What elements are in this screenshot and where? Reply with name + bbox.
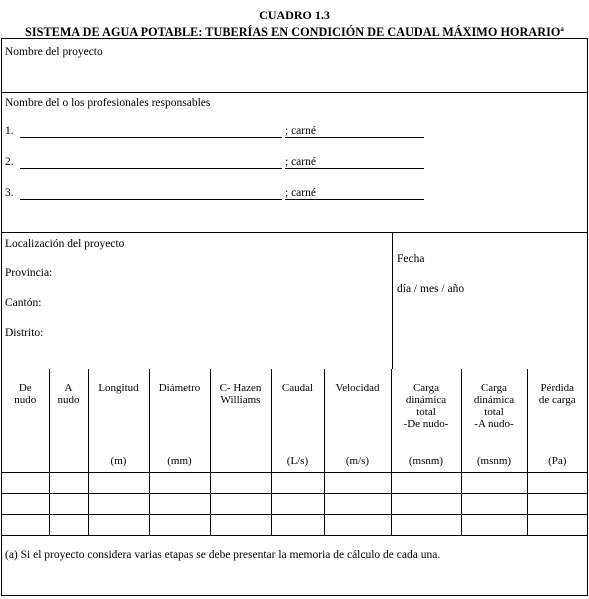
provincia-label: Provincia: [5,267,53,279]
table-cell[interactable] [2,494,49,515]
form-title [0,22,589,39]
footnote: (a) Si el proyecto considera varias etapas se debe presentar la memoria de cálculo de cada una. [5,549,441,561]
table-cell[interactable] [149,515,210,536]
table-cell[interactable] [324,473,391,494]
col-header-unit: (L/s) [286,455,309,467]
cuadro-number: CUADRO 1.3 [259,8,330,22]
col-header-unit: (m) [110,455,127,467]
table-header-row [2,369,587,473]
col-header-label: Pérdida de carga [538,382,576,406]
divider [2,92,587,93]
table-cell[interactable] [271,473,324,494]
col-header-label: Carga dinámica total -De nudo- [403,382,449,430]
table-cell[interactable] [88,515,149,536]
title-footnote-mark: a [560,25,564,33]
date-label: Fecha [397,253,425,265]
table-cell[interactable] [2,473,49,494]
pipe-table [2,369,587,536]
col-header-label: De nudo [14,382,37,406]
project-name-label: Nombre del proyecto [5,46,103,58]
professional-2-carne-line[interactable] [285,168,424,169]
table-cell[interactable] [461,473,527,494]
table-cell[interactable] [527,494,587,515]
table-cell[interactable] [88,473,149,494]
col-header-label: Velocidad [335,382,380,394]
col-header-label: C- Hazen Williams [219,382,262,406]
table-cell[interactable] [324,515,391,536]
professionals-label: Nombre del o los profesionales responsables [5,97,211,109]
col-header-unit: (mm) [167,455,192,467]
col-a-nudo [49,369,88,473]
table-cell[interactable] [527,515,587,536]
col-velocidad [324,369,391,473]
col-carga-de-nudo [391,369,461,473]
table-cell[interactable] [210,494,271,515]
table-cell[interactable] [271,515,324,536]
col-header-label: Carga dinámica total -A nudo- [473,382,515,430]
table-cell[interactable] [461,494,527,515]
professional-2-name-line[interactable] [20,168,282,169]
table-cell[interactable] [391,515,461,536]
professional-2-carne-label: ; carné [285,156,316,168]
table-cell[interactable] [210,515,271,536]
table-cell[interactable] [324,494,391,515]
table-row [2,494,587,515]
table-cell[interactable] [210,473,271,494]
professional-3-carne-label: ; carné [285,187,316,199]
col-de-nudo [2,369,49,473]
col-header-unit: (msnm) [476,455,512,467]
col-caudal [271,369,324,473]
table-cell[interactable] [391,494,461,515]
col-hazen-williams [210,369,271,473]
divider [2,232,587,233]
table-cell[interactable] [49,515,88,536]
table-row [2,515,587,536]
professional-2-number: 2. [5,156,14,168]
table-cell[interactable] [391,473,461,494]
col-perdida-carga [527,369,587,473]
professional-1-carne-line[interactable] [285,137,424,138]
col-longitud [88,369,149,473]
canton-label: Cantón: [5,297,42,309]
table-cell[interactable] [49,473,88,494]
form-title-text: SISTEMA DE AGUA POTABLE: TUBERÍAS EN CONDICIÓN DE CAUDAL MÁXIMO HORARIO [25,25,561,40]
table-row [2,473,587,494]
form-frame [1,38,588,596]
col-header-unit: (m/s) [345,455,370,467]
location-label: Localización del proyecto [5,238,125,250]
location-date-separator [392,232,393,369]
col-header-label: Longitud [98,382,139,394]
col-header-unit: (Pa) [548,455,567,467]
col-header-label: A nudo [57,382,80,406]
table-cell[interactable] [149,473,210,494]
col-diametro [149,369,210,473]
table-cell[interactable] [271,494,324,515]
professional-3-carne-line[interactable] [285,199,424,200]
table-cell[interactable] [527,473,587,494]
table-cell[interactable] [461,515,527,536]
col-header-label: Caudal [281,382,314,394]
table-cell[interactable] [49,494,88,515]
table-body [2,473,587,536]
professional-1-carne-label: ; carné [285,125,316,137]
professional-3-name-line[interactable] [20,199,282,200]
col-header-label: Diámetro [158,382,201,394]
table-cell[interactable] [149,494,210,515]
professional-1-number: 1. [5,125,14,137]
table-cell[interactable] [2,515,49,536]
table-cell[interactable] [88,494,149,515]
col-carga-a-nudo [461,369,527,473]
date-format-label: día / mes / año [397,283,465,295]
col-header-unit: (msnm) [408,455,444,467]
professional-1-name-line[interactable] [20,137,282,138]
professional-3-number: 3. [5,187,14,199]
distrito-label: Distrito: [5,327,44,339]
